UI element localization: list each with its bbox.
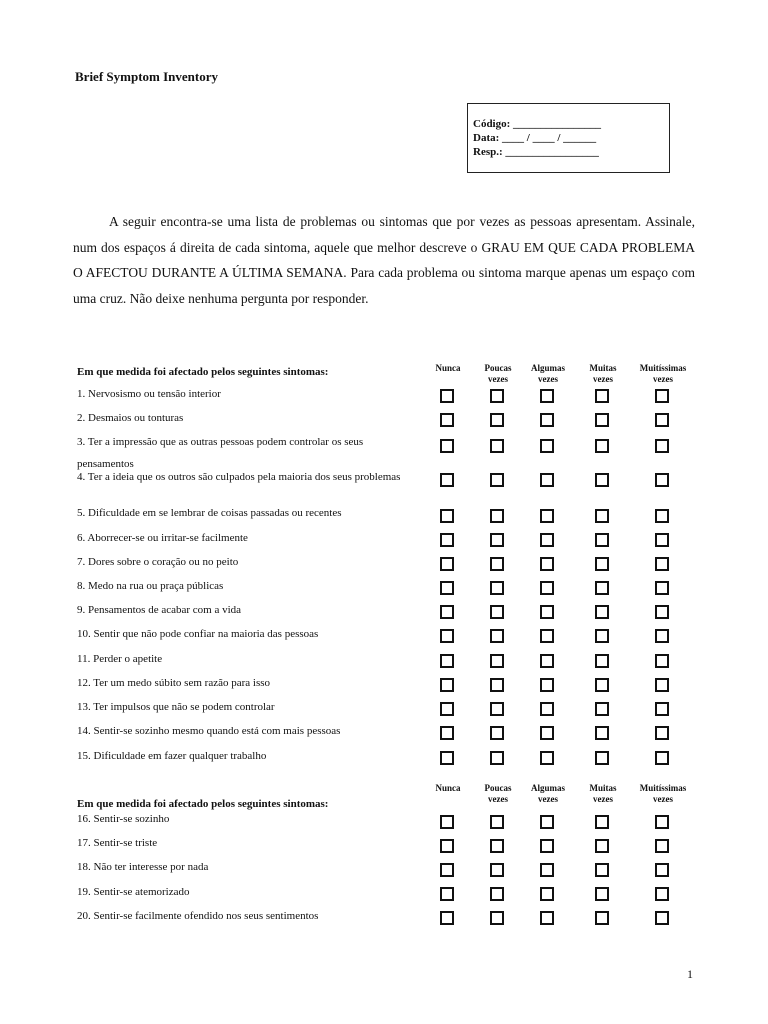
checkbox-q15-col4[interactable] xyxy=(655,751,669,765)
checkbox-q11-col4[interactable] xyxy=(655,654,669,668)
checkbox-q13-col0[interactable] xyxy=(440,702,454,716)
checkbox-q19-col2[interactable] xyxy=(540,887,554,901)
document-title: Brief Symptom Inventory xyxy=(75,69,218,84)
checkbox-q12-col0[interactable] xyxy=(440,678,454,692)
symptom-label: 12. Ter um medo súbito sem razão para isso xyxy=(77,677,271,689)
checkbox-q12-col1[interactable] xyxy=(490,678,504,692)
column-header-line2: vezes xyxy=(538,794,558,804)
column-header-line1: Muitíssimas xyxy=(639,363,687,373)
checkbox-q3-col4[interactable] xyxy=(655,439,669,453)
checkbox-q14-col3[interactable] xyxy=(595,726,609,740)
column-header-line2: vezes xyxy=(538,374,558,384)
checkbox-q5-col3[interactable] xyxy=(595,509,609,523)
checkbox-q14-col1[interactable] xyxy=(490,726,504,740)
column-header-line2: vezes xyxy=(653,374,673,384)
checkbox-q15-col2[interactable] xyxy=(540,751,554,765)
symptom-label: 7. Dores sobre o coração ou no peito xyxy=(77,556,239,568)
checkbox-q12-col4[interactable] xyxy=(655,678,669,692)
checkbox-q1-col0[interactable] xyxy=(440,389,454,403)
checkbox-q20-col3[interactable] xyxy=(595,911,609,925)
checkbox-q2-col1[interactable] xyxy=(490,413,504,427)
checkbox-q5-col2[interactable] xyxy=(540,509,554,523)
checkbox-q6-col1[interactable] xyxy=(490,533,504,547)
column-header-line1: Muitíssimas xyxy=(639,783,687,793)
checkbox-q2-col4[interactable] xyxy=(655,413,669,427)
checkbox-q13-col3[interactable] xyxy=(595,702,609,716)
checkbox-q3-col2[interactable] xyxy=(540,439,554,453)
checkbox-q19-col4[interactable] xyxy=(655,887,669,901)
checkbox-q6-col2[interactable] xyxy=(540,533,554,547)
checkbox-q6-col3[interactable] xyxy=(595,533,609,547)
checkbox-q16-col2[interactable] xyxy=(540,815,554,829)
checkbox-q8-col2[interactable] xyxy=(540,581,554,595)
checkbox-q1-col3[interactable] xyxy=(595,389,609,403)
column-header-line1: Algumas xyxy=(530,783,565,793)
codigo-field: Código: ________________ xyxy=(473,118,602,130)
data-field: Data: ____ / ____ / ______ xyxy=(473,132,597,144)
checkbox-q5-col1[interactable] xyxy=(490,509,504,523)
checkbox-q12-col2[interactable] xyxy=(540,678,554,692)
column-header-line2: vezes xyxy=(488,794,508,804)
column-header-line2: vezes xyxy=(653,794,673,804)
checkbox-q8-col0[interactable] xyxy=(440,581,454,595)
checkbox-q16-col3[interactable] xyxy=(595,815,609,829)
checkbox-q15-col1[interactable] xyxy=(490,751,504,765)
checkbox-q8-col1[interactable] xyxy=(490,581,504,595)
checkbox-q6-col4[interactable] xyxy=(655,533,669,547)
checkbox-q20-col0[interactable] xyxy=(440,911,454,925)
checkbox-q11-col1[interactable] xyxy=(490,654,504,668)
checkbox-q14-col0[interactable] xyxy=(440,726,454,740)
checkbox-q5-col4[interactable] xyxy=(655,509,669,523)
page-number: 1 xyxy=(687,967,693,981)
column-header-line1: Poucas xyxy=(484,363,512,373)
checkbox-q20-col4[interactable] xyxy=(655,911,669,925)
checkbox-q14-col2[interactable] xyxy=(540,726,554,740)
symptom-label: 10. Sentir que não pode confiar na maioria das pessoas xyxy=(77,628,319,640)
checkbox-q20-col1[interactable] xyxy=(490,911,504,925)
checkbox-q9-col0[interactable] xyxy=(440,605,454,619)
symptom-label: 11. Perder o apetite xyxy=(77,653,163,665)
checkbox-q19-col3[interactable] xyxy=(595,887,609,901)
checkbox-q2-col3[interactable] xyxy=(595,413,609,427)
checkbox-q17-col4[interactable] xyxy=(655,839,669,853)
question-header: Em que medida foi afectado pelos seguintes sintomas: xyxy=(77,798,329,810)
checkbox-q10-col0[interactable] xyxy=(440,629,454,643)
symptom-label: 5. Dificuldade em se lembrar de coisas passadas ou recentes xyxy=(77,507,342,519)
checkbox-q6-col0[interactable] xyxy=(440,533,454,547)
column-header-3 xyxy=(571,783,635,805)
checkbox-q13-col2[interactable] xyxy=(540,702,554,716)
checkbox-q18-col2[interactable] xyxy=(540,863,554,877)
checkbox-q8-col4[interactable] xyxy=(655,581,669,595)
checkbox-q10-col4[interactable] xyxy=(655,629,669,643)
symptom-label: 4. Ter a ideia que os outros são culpados pela maioria dos seus problemas xyxy=(77,471,401,483)
checkbox-q3-col1[interactable] xyxy=(490,439,504,453)
checkbox-q7-col1[interactable] xyxy=(490,557,504,571)
symptom-label: 3. Ter a impressão que as outras pessoas podem controlar os seus pensamentos xyxy=(77,436,364,470)
column-header-4 xyxy=(631,363,695,385)
symptom-label: 20. Sentir-se facilmente ofendido nos seus sentimentos xyxy=(77,910,319,922)
checkbox-q4-col2[interactable] xyxy=(540,473,554,487)
checkbox-q14-col4[interactable] xyxy=(655,726,669,740)
checkbox-q7-col2[interactable] xyxy=(540,557,554,571)
checkbox-q7-col3[interactable] xyxy=(595,557,609,571)
checkbox-q11-col3[interactable] xyxy=(595,654,609,668)
checkbox-q18-col4[interactable] xyxy=(655,863,669,877)
symptom-label: 6. Aborrecer-se ou irritar-se facilmente xyxy=(77,532,248,544)
column-header-line1: Poucas xyxy=(484,783,512,793)
checkbox-q19-col1[interactable] xyxy=(490,887,504,901)
symptom-label: 2. Desmaios ou tonturas xyxy=(77,412,184,424)
checkbox-q12-col3[interactable] xyxy=(595,678,609,692)
column-header-line1: Algumas xyxy=(530,363,565,373)
checkbox-q2-col0[interactable] xyxy=(440,413,454,427)
checkbox-q11-col2[interactable] xyxy=(540,654,554,668)
checkbox-q10-col1[interactable] xyxy=(490,629,504,643)
checkbox-q7-col4[interactable] xyxy=(655,557,669,571)
checkbox-q10-col3[interactable] xyxy=(595,629,609,643)
checkbox-q15-col0[interactable] xyxy=(440,751,454,765)
resp-field: Resp.: _________________ xyxy=(473,146,599,158)
column-header-line2: vezes xyxy=(593,794,613,804)
checkbox-q15-col3[interactable] xyxy=(595,751,609,765)
checkbox-q16-col1[interactable] xyxy=(490,815,504,829)
symptom-label: 1. Nervosismo ou tensão interior xyxy=(77,388,221,400)
checkbox-q9-col3[interactable] xyxy=(595,605,609,619)
checkbox-q1-col2[interactable] xyxy=(540,389,554,403)
checkbox-q17-col1[interactable] xyxy=(490,839,504,853)
symptom-label: 16. Sentir-se sozinho xyxy=(77,813,170,825)
column-header-3 xyxy=(571,363,635,385)
checkbox-q17-col2[interactable] xyxy=(540,839,554,853)
checkbox-q20-col2[interactable] xyxy=(540,911,554,925)
column-header-line1: Muitas xyxy=(589,783,617,793)
checkbox-q16-col4[interactable] xyxy=(655,815,669,829)
checkbox-q4-col4[interactable] xyxy=(655,473,669,487)
symptom-label: 15. Dificuldade em fazer qualquer trabalho xyxy=(77,750,267,762)
checkbox-q18-col1[interactable] xyxy=(490,863,504,877)
checkbox-q7-col0[interactable] xyxy=(440,557,454,571)
checkbox-q8-col3[interactable] xyxy=(595,581,609,595)
checkbox-q16-col0[interactable] xyxy=(440,815,454,829)
checkbox-q4-col3[interactable] xyxy=(595,473,609,487)
checkbox-q1-col1[interactable] xyxy=(490,389,504,403)
symptom-label: 14. Sentir-se sozinho mesmo quando está com mais pessoas xyxy=(77,725,341,737)
instructions-paragraph: A seguir encontra-se uma lista de problemas ou sintomas que por vezes as pessoas apresentam. Assinale, num dos espaços á direita de cada sintoma, aquele que melhor descreve o GRAU EM QUE CADA PROBLEMA O AFECTOU DURANTE A ÚLTIMA SEMANA. Para cada problema ou sintoma marque apenas um espaço com uma cruz. Não deixe nenhuma pergunta por responder. xyxy=(73,214,695,306)
checkbox-q3-col3[interactable] xyxy=(595,439,609,453)
checkbox-q4-col0[interactable] xyxy=(440,473,454,487)
symptom-label: 9. Pensamentos de acabar com a vida xyxy=(77,604,242,616)
checkbox-q9-col4[interactable] xyxy=(655,605,669,619)
checkbox-q9-col2[interactable] xyxy=(540,605,554,619)
checkbox-q5-col0[interactable] xyxy=(440,509,454,523)
id-box xyxy=(467,103,670,173)
symptom-label: 13. Ter impulsos que não se podem controlar xyxy=(77,701,275,713)
checkbox-q4-col1[interactable] xyxy=(490,473,504,487)
column-header-line1: Nunca xyxy=(435,783,461,793)
checkbox-q19-col0[interactable] xyxy=(440,887,454,901)
checkbox-q11-col0[interactable] xyxy=(440,654,454,668)
checkbox-q9-col1[interactable] xyxy=(490,605,504,619)
checkbox-q13-col4[interactable] xyxy=(655,702,669,716)
column-header-line1: Muitas xyxy=(589,363,617,373)
symptom-label: 8. Medo na rua ou praça públicas xyxy=(77,580,224,592)
checkbox-q1-col4[interactable] xyxy=(655,389,669,403)
checkbox-q17-col3[interactable] xyxy=(595,839,609,853)
symptom-label: 18. Não ter interesse por nada xyxy=(77,861,209,873)
checkbox-q13-col1[interactable] xyxy=(490,702,504,716)
symptom-label: 17. Sentir-se triste xyxy=(77,837,158,849)
checkbox-q10-col2[interactable] xyxy=(540,629,554,643)
column-header-line2: vezes xyxy=(593,374,613,384)
checkbox-q3-col0[interactable] xyxy=(440,439,454,453)
checkbox-q17-col0[interactable] xyxy=(440,839,454,853)
checkbox-q2-col2[interactable] xyxy=(540,413,554,427)
checkbox-q18-col0[interactable] xyxy=(440,863,454,877)
column-header-line2: vezes xyxy=(488,374,508,384)
column-header-4 xyxy=(631,783,695,805)
symptom-label: 19. Sentir-se atemorizado xyxy=(77,886,190,898)
checkbox-q18-col3[interactable] xyxy=(595,863,609,877)
question-header: Em que medida foi afectado pelos seguintes sintomas: xyxy=(77,366,329,378)
column-header-line1: Nunca xyxy=(435,363,461,373)
